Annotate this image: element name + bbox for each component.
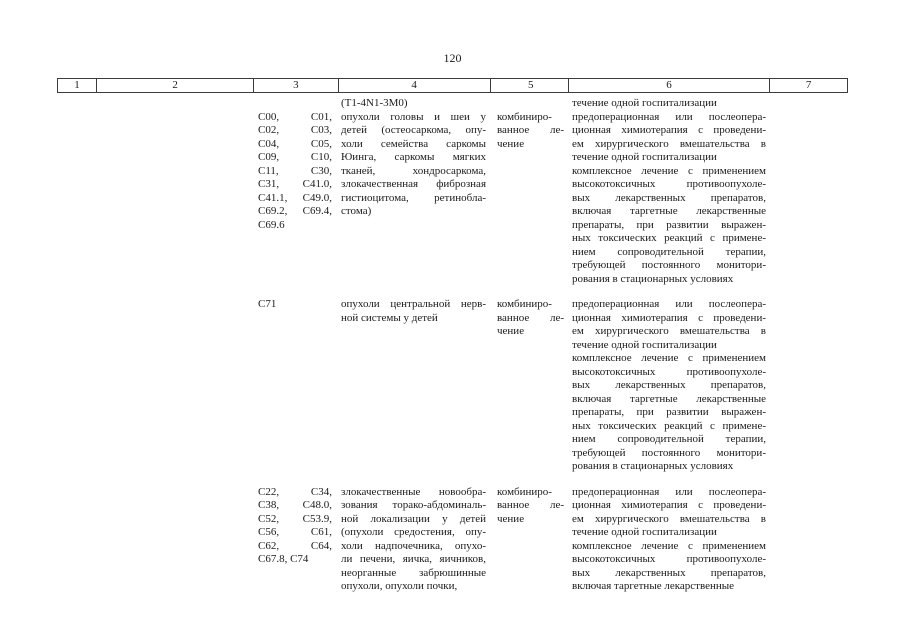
text-line: C56, C61,: [258, 526, 332, 538]
text-line: C09, C10,: [258, 151, 332, 163]
diagnosis-cell: [338, 111, 490, 219]
text-line: (опухоли средостения, опу-: [341, 526, 486, 538]
text-line: препараты, при развитии выражен-: [572, 218, 766, 231]
icd-codes-cell: [253, 298, 338, 312]
text-line: C62, C64,: [258, 539, 332, 552]
text-line: стома): [341, 205, 372, 217]
text-line: C52, C53.9,: [258, 512, 332, 525]
treatment-type-cell: [490, 111, 568, 152]
cell-col1: [57, 298, 95, 299]
text-line: ли печени, яичка, яичников,: [341, 553, 486, 565]
icd-codes-cell: [253, 111, 338, 233]
paragraph: [572, 352, 766, 474]
text-line: холи семейства саркомы: [341, 137, 486, 150]
text-line: включая таргетные лекарственные: [572, 205, 766, 217]
cell-col7: [770, 111, 848, 112]
text-line: препараты, при развитии выражен-: [572, 406, 766, 418]
paragraph: [341, 298, 486, 325]
paragraph: [258, 111, 332, 233]
paragraph: [572, 540, 766, 594]
text-line: C31, C41.0,: [258, 178, 332, 190]
text-line: C22, C34,: [258, 485, 332, 498]
text-line: чение: [497, 512, 525, 525]
text-line: ванное ле-: [497, 499, 564, 511]
medical-care-table: [57, 78, 848, 594]
text-line: тканей, хондросаркома,: [341, 164, 486, 177]
text-line: опухоли головы и шеи у: [341, 110, 486, 123]
text-line: течение одной госпитализации: [572, 97, 717, 109]
text-line: злокачественная фиброзная: [341, 178, 486, 190]
paragraph: [497, 111, 564, 152]
text-line: (T1-4N1-3M0): [341, 97, 408, 109]
text-line: чение: [497, 137, 525, 150]
paragraph: [572, 165, 766, 287]
text-line: комплексное лечение с применением: [572, 539, 766, 552]
text-line: ных токсических реакций с примене-: [572, 232, 766, 244]
text-line: ванное ле-: [497, 311, 564, 324]
header-cell-2: 2: [96, 79, 254, 92]
text-line: злокачественные новообра-: [341, 485, 486, 498]
text-line: неорганные забрюшинные: [341, 566, 486, 579]
text-line: ем хирургического вмешательства в: [572, 512, 766, 525]
text-line: комбиниро-: [497, 298, 552, 310]
text-line: C71: [258, 298, 277, 310]
text-line: C00, C01,: [258, 110, 332, 123]
paragraph: [497, 298, 564, 339]
treatment-method-cell: [568, 97, 770, 111]
cell-col1: [57, 97, 95, 98]
table-row: [57, 298, 848, 474]
text-line: течение одной госпитализации: [572, 526, 717, 538]
text-line: предоперационная или послеопера-: [572, 298, 766, 310]
table-body: [57, 93, 848, 594]
text-line: C41.1, C49.0,: [258, 191, 332, 204]
text-line: комбиниро-: [497, 485, 552, 498]
text-line: рования в стационарных условиях: [572, 272, 734, 285]
paragraph: [341, 486, 486, 594]
page-number: 120: [443, 51, 462, 65]
cell-col2: [95, 111, 253, 112]
table-row: [57, 97, 848, 111]
text-line: C38, C48.0,: [258, 499, 332, 511]
cell-col2: [95, 298, 253, 299]
paragraph: [572, 111, 766, 165]
table-row: [57, 486, 848, 594]
text-line: рования в стационарных условиях: [572, 460, 734, 472]
paragraph: [258, 486, 332, 567]
text-line: вых лекарственных препаратов,: [572, 566, 766, 579]
text-line: течение одной госпитализации: [572, 338, 717, 351]
cell-col2: [95, 486, 253, 487]
treatment-method-cell: [568, 486, 770, 594]
text-line: ционная химиотерапия с проведени-: [572, 499, 766, 511]
treatment-type-cell: [490, 486, 568, 527]
cell-col7: [770, 486, 848, 487]
text-line: включая таргетные лекарственные: [572, 580, 735, 592]
text-line: C69.2, C69.4,: [258, 205, 332, 217]
text-line: включая таргетные лекарственные: [572, 392, 766, 405]
header-cell-3: 3: [253, 79, 338, 92]
text-line: опухоли, опухоли почки,: [341, 580, 458, 592]
cell-col7: [770, 298, 848, 299]
header-cell-5: 5: [490, 79, 568, 92]
header-cell-1: 1: [74, 79, 80, 91]
text-line: холи надпочечника, опухо-: [341, 539, 486, 552]
header-cell-4: 4: [338, 79, 490, 92]
icd-codes-cell: [253, 97, 338, 98]
text-line: ванное ле-: [497, 124, 564, 136]
diagnosis-cell: [338, 298, 490, 325]
header-cell-6: 6: [568, 79, 769, 92]
paragraph: [572, 97, 766, 111]
text-line: вых лекарственных препаратов,: [572, 379, 766, 391]
paragraph: [341, 111, 486, 219]
text-line: ной системы у детей: [341, 311, 438, 324]
treatment-method-cell: [568, 111, 770, 287]
text-line: комбиниро-: [497, 110, 552, 123]
text-line: зования торако-абдоминаль-: [341, 499, 486, 511]
cell-col2: [95, 97, 253, 98]
text-line: ем хирургического вмешательства в: [572, 137, 766, 150]
text-line: C11, C30,: [258, 164, 332, 177]
text-line: ем хирургического вмешательства в: [572, 325, 766, 337]
paragraph: [258, 298, 332, 312]
treatment-method-cell: [568, 298, 770, 474]
text-line: Юинга, саркомы мягких: [341, 151, 486, 163]
text-line: ционная химиотерапия с проведени-: [572, 311, 766, 324]
text-line: C69.6: [258, 218, 285, 231]
paragraph: [572, 298, 766, 352]
icd-codes-cell: [253, 486, 338, 567]
text-line: предоперационная или послеопера-: [572, 110, 766, 123]
cell-col1: [57, 486, 95, 487]
diagnosis-cell: [338, 97, 490, 111]
text-line: гистиоцитома, ретинобла-: [341, 191, 486, 204]
text-line: требующей постоянного монитори-: [572, 446, 766, 459]
table-row: [57, 111, 848, 287]
treatment-type-cell: [490, 97, 568, 98]
treatment-type-cell: [490, 298, 568, 339]
text-line: нием сопроводительной терапии,: [572, 245, 766, 258]
cell-col1: [57, 111, 95, 112]
text-line: детей (остеосаркома, опу-: [341, 124, 486, 136]
paragraph: [572, 486, 766, 540]
text-line: ционная химиотерапия с проведени-: [572, 124, 766, 136]
cell-col7: [770, 97, 848, 98]
text-line: высокотоксичных противоопухоле-: [572, 553, 766, 565]
text-line: течение одной госпитализации: [572, 151, 717, 163]
text-line: высокотоксичных противоопухоле-: [572, 178, 766, 190]
text-line: чение: [497, 325, 525, 337]
text-line: C02, C03,: [258, 124, 332, 136]
text-line: комплексное лечение с применением: [572, 352, 766, 364]
text-line: вых лекарственных препаратов,: [572, 191, 766, 204]
text-line: высокотоксичных противоопухоле-: [572, 365, 766, 378]
diagnosis-cell: [338, 486, 490, 594]
text-line: ной локализации у детей: [341, 512, 486, 525]
text-line: комплексное лечение с применением: [572, 164, 766, 177]
text-line: C67.8, C74: [258, 553, 309, 565]
table-header-row: [57, 78, 848, 93]
text-line: требующей постоянного монитори-: [572, 259, 766, 271]
header-cell-7: 7: [769, 79, 847, 92]
text-line: ных токсических реакций с примене-: [572, 419, 766, 432]
text-line: C04, C05,: [258, 137, 332, 150]
text-line: опухоли центральной нерв-: [341, 298, 486, 310]
text-line: предоперационная или послеопера-: [572, 485, 766, 498]
paragraph: [497, 486, 564, 527]
text-line: нием сопроводительной терапии,: [572, 433, 766, 445]
paragraph: [341, 97, 486, 111]
